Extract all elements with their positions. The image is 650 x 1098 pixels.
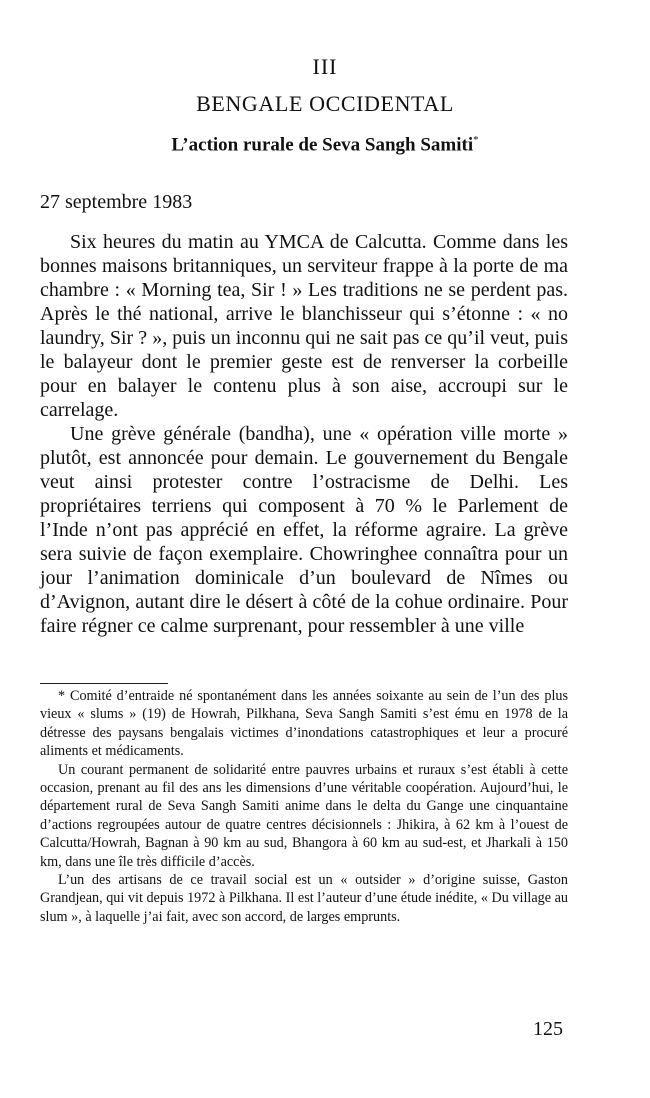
footnote-block	[40, 687, 568, 926]
chapter-title: BENGALE OCCIDENTAL	[196, 91, 454, 116]
body-text	[40, 230, 568, 638]
footnote-paragraph: * Comité d’entraide né spontanément dans les années soixante au sein de l’un des plus vieux « slums » (19) de Howrah, Pilkhana, Seva Sangh Samiti s’est ému en 1978 de la détresse des paysans bengalais victimes d’inondations catastrophiques et leur a procuré aliments et médicaments.	[40, 688, 568, 760]
entry-date: 27 septembre 1983	[40, 191, 193, 213]
footnote-divider	[40, 683, 168, 684]
footnote-paragraph: L’un des artisans de ce travail social est un « outsider » d’origine suisse, Gaston Grandjean, qui vit depuis 1972 à Pilkhana. Il est l’auteur d’une étude inédite, « Du village au slum », à laquelle j’ai fait, avec son accord, de larges emprunts.	[40, 872, 568, 925]
section-subtitle	[0, 134, 650, 156]
paragraph: Une grève générale (bandha), une « opération ville morte » plutôt, est annoncée pour demain. Le gouvernement du Bengale veut ainsi protester contre l’ostracisme de Delhi. Les propriétaires terriens qui composent à 70 % le Parlement de l’Inde n’ont pas apprécié en effet, la réforme agraire. La grève sera suivie de façon exemplaire. Chowringhee connaîtra pour un jour l’animation dominicale d’un boulevard de Nîmes ou d’Avignon, autant dire le désert à côté de la cohue ordinaire. Pour faire régner ce calme surprenant, pour ressembler à une ville	[40, 423, 568, 637]
paragraph: Six heures du matin au YMCA de Calcutta. Comme dans les bonnes maisons britanniques, un serviteur frappe à la porte de ma chambre : « Morning tea, Sir ! » Les traditions ne se perdent pas. Après le thé national, arrive le blanchisseur qui s’étonne : « no laundry, Sir ? », puis un inconnu qui ne sait pas ce qu’il veut, puis le balayeur dont le premier geste est de renverser la corbeille pour en balayer le contenu plus à son aise, accroupi sur le carrelage.	[40, 231, 568, 421]
chapter-number: III	[312, 54, 338, 79]
section-subtitle-text: L’action rurale de Seva Sangh Samiti	[171, 134, 474, 156]
page-number: 125	[533, 1018, 563, 1040]
footnote-paragraph: Un courant permanent de solidarité entre pauvres urbains et ruraux s’est établi à cette occasion, prenant au fil des ans les dimensions d’une véritable coopération. Aujourd’hui, le département rural de Seva Sangh Samiti anime dans le delta du Gange une cinquantaine d’actions regroupées autour de quatre centres décisionnels : Jhikira, à 62 km à l’ouest de Calcutta/Howrah, Bagnan à 90 km au sud, Bhangora à 60 km au sud-est, et Jharkali à 150 km, dans une île très difficile d’accès.	[40, 761, 568, 870]
footnote-marker: *	[473, 134, 479, 146]
